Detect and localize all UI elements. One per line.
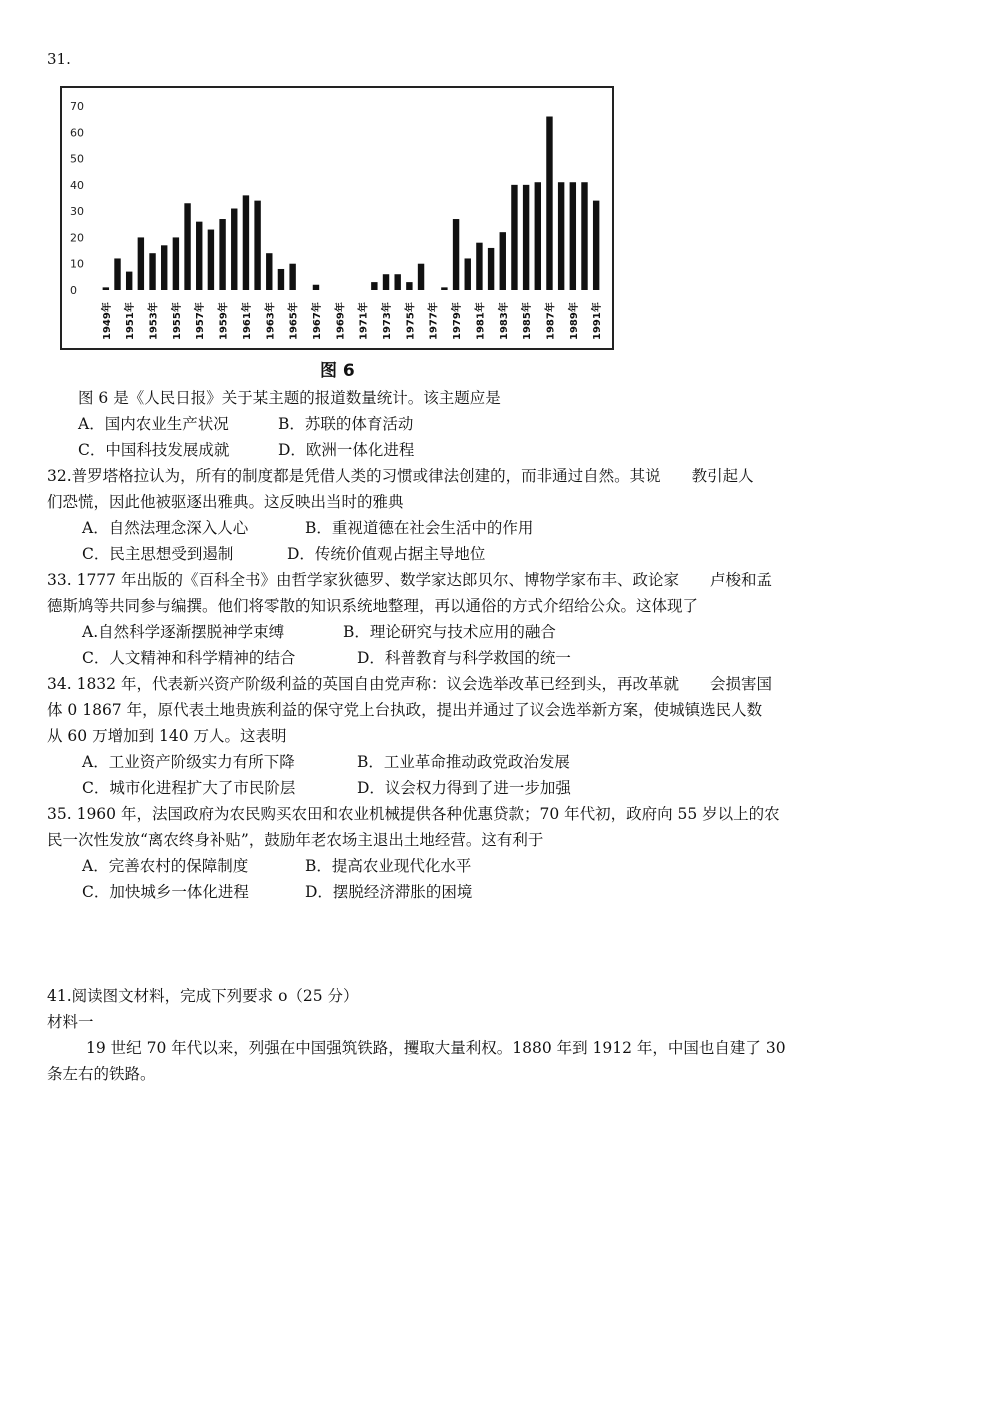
- bar-1955: [173, 237, 179, 290]
- bar-1954: [161, 245, 167, 290]
- y-tick-label: 40: [70, 178, 84, 192]
- bar-1985: [523, 185, 529, 290]
- bar-1951: [126, 272, 132, 290]
- bar-1974: [394, 274, 400, 290]
- x-tick-label: 1979年: [452, 302, 464, 340]
- q35-option-d: D．摆脱经济滞胀的困境: [305, 883, 473, 901]
- x-tick-label: 1959年: [218, 302, 230, 340]
- bar-1949: [103, 287, 109, 290]
- q33-option-b: B．理论研究与技术应用的融合: [343, 623, 556, 641]
- q34-option-b: B．工业革命推动政党政治发展: [357, 753, 570, 771]
- bar-1975: [406, 282, 412, 290]
- bar-1963: [266, 253, 272, 290]
- q41-line-1: 41.阅读图文材料，完成下列要求 o（25 分）: [47, 987, 359, 1005]
- q31-option-d: D．欧洲一体化进程: [278, 441, 415, 459]
- bar-1984: [511, 185, 517, 290]
- bar-1953: [149, 253, 155, 290]
- x-tick-label: 1989年: [568, 302, 580, 340]
- bar-1991: [593, 201, 599, 290]
- q33-option-a: A.自然科学逐渐摆脱神学束缚: [82, 623, 285, 641]
- q31-option-a: A．国内农业生产状况: [78, 415, 229, 433]
- x-tick-label: 1991年: [592, 302, 604, 340]
- x-tick-label: 1963年: [265, 302, 277, 340]
- bar-1986: [535, 182, 541, 290]
- q32-line-1: 32.普罗塔格拉认为，所有的制度都是凭借人类的习惯或律法创建的，而非通过自然。其说 教引起人: [47, 467, 754, 485]
- bar-1958: [208, 230, 214, 290]
- q34-option-d: D．议会权力得到了进一步加强: [357, 779, 571, 797]
- x-tick-label: 1981年: [475, 302, 487, 340]
- q34-option-a: A．工业资产阶级实力有所下降: [82, 753, 295, 771]
- q34-line-3: 从 60 万增加到 140 万人。这表明: [47, 727, 287, 745]
- q41-material-title: 材料一: [47, 1013, 94, 1031]
- q35-option-a: A．完善农村的保障制度: [82, 857, 249, 875]
- bar-1983: [500, 232, 506, 290]
- x-tick-label: 1987年: [545, 302, 557, 340]
- q34-option-c: C．城市化进程扩大了市民阶层: [82, 779, 296, 797]
- q32-option-c: C．民主思想受到遏制: [82, 545, 234, 563]
- q35-option-b: B．提高农业现代化水平: [305, 857, 472, 875]
- bar-1989: [570, 182, 576, 290]
- bar-1967: [313, 285, 319, 290]
- q33-option-d: D．科普教育与科学救国的统一: [357, 649, 571, 667]
- q33-option-c: C．人文精神和科学精神的结合: [82, 649, 296, 667]
- q32-option-d: D．传统价值观占据主导地位: [287, 545, 486, 563]
- bar-1987: [546, 117, 552, 290]
- x-tick-label: 1955年: [171, 302, 183, 340]
- q33-line-2: 德斯鸠等共同参与编撰。他们将零散的知识系统地整理，再以通俗的方式介绍给公众。这体现了: [47, 597, 699, 615]
- bar-1976: [418, 264, 424, 290]
- x-tick-label: 1971年: [358, 302, 370, 340]
- q33-line-1: 33. 1777 年出版的《百科全书》由哲学家狄德罗、数学家达郎贝尔、博物学家布丰、政论家 卢梭和孟: [47, 571, 772, 589]
- x-tick-label: 1985年: [522, 302, 534, 340]
- q31-option-c: C．中国科技发展成就: [78, 441, 230, 459]
- q31-stem: 图 6 是《人民日报》关于某主题的报道数量统计。该主题应是: [78, 389, 501, 407]
- q31-option-b: B．苏联的体育活动: [278, 415, 414, 433]
- bar-1952: [138, 237, 144, 290]
- x-tick-label: 1951年: [125, 302, 137, 340]
- x-tick-label: 1953年: [148, 302, 160, 340]
- x-tick-label: 1949年: [101, 302, 113, 340]
- bar-1972: [371, 282, 377, 290]
- bar-1956: [184, 203, 190, 290]
- q41-paragraph-2: 条左右的铁路。: [47, 1065, 156, 1083]
- question-31-number: 31.: [47, 50, 71, 68]
- bar-1957: [196, 222, 202, 290]
- bar-1965: [289, 264, 295, 290]
- x-tick-label: 1967年: [311, 302, 323, 340]
- q32-option-b: B．重视道德在社会生活中的作用: [305, 519, 534, 537]
- bar-1980: [465, 258, 471, 290]
- bar-1982: [488, 248, 494, 290]
- q35-option-c: C．加快城乡一体化进程: [82, 883, 249, 901]
- bar-1978: [441, 287, 447, 290]
- x-tick-label: 1961年: [241, 302, 253, 340]
- q34-line-1: 34. 1832 年，代表新兴资产阶级利益的英国自由党声称：议会选举改革已经到头，再改革就 会损害国: [47, 675, 772, 693]
- x-tick-label: 1983年: [498, 302, 510, 340]
- x-tick-label: 1975年: [405, 302, 417, 340]
- bar-1950: [114, 258, 120, 290]
- bar-1990: [581, 182, 587, 290]
- bar-1979: [453, 219, 459, 290]
- figure-label: 图 6: [320, 361, 355, 381]
- bar-1973: [383, 274, 389, 290]
- x-tick-label: 1973年: [382, 302, 394, 340]
- y-tick-label: 10: [70, 257, 84, 271]
- q32-option-a: A．自然法理念深入人心: [82, 519, 249, 537]
- x-tick-label: 1965年: [288, 302, 300, 340]
- bar-1962: [254, 201, 260, 290]
- q35-line-2: 民一次性发放“离农终身补贴”，鼓励年老农场主退出土地经营。这有利于: [47, 831, 544, 849]
- bar-chart-svg: [62, 88, 612, 348]
- x-tick-label: 1977年: [428, 302, 440, 340]
- q32-line-2: 们恐慌，因此他被驱逐出雅典。这反映出当时的雅典: [47, 493, 404, 511]
- bar-1960: [231, 209, 237, 290]
- bar-1988: [558, 182, 564, 290]
- bar-1959: [219, 219, 225, 290]
- q34-line-2: 体 0 1867 年，原代表土地贵族利益的保守党上台执政，提出并通过了议会选举新方案，使城镇选民人数: [47, 701, 763, 719]
- q35-line-1: 35. 1960 年，法国政府为农民购买农田和农业机械提供各种优惠贷款；70 年代初，政府向 55 岁以上的农: [47, 805, 780, 823]
- y-tick-label: 70: [70, 100, 84, 113]
- q41-paragraph-1: 19 世纪 70 年代以来，列强在中国强筑铁路，攫取大量利权。1880 年到 1912 年，中国也自建了 30: [86, 1039, 786, 1057]
- bar-1964: [278, 269, 284, 290]
- y-tick-label: 30: [70, 205, 84, 219]
- y-tick-label: 50: [70, 152, 84, 166]
- bar-1981: [476, 243, 482, 290]
- bar-1961: [243, 195, 249, 290]
- y-tick-label: 60: [70, 126, 84, 140]
- y-tick-label: 20: [70, 231, 84, 245]
- x-tick-label: 1969年: [335, 302, 347, 340]
- y-tick-label: 0: [70, 284, 77, 297]
- x-tick-label: 1957年: [195, 302, 207, 340]
- bar-chart-figure-6: [60, 86, 614, 350]
